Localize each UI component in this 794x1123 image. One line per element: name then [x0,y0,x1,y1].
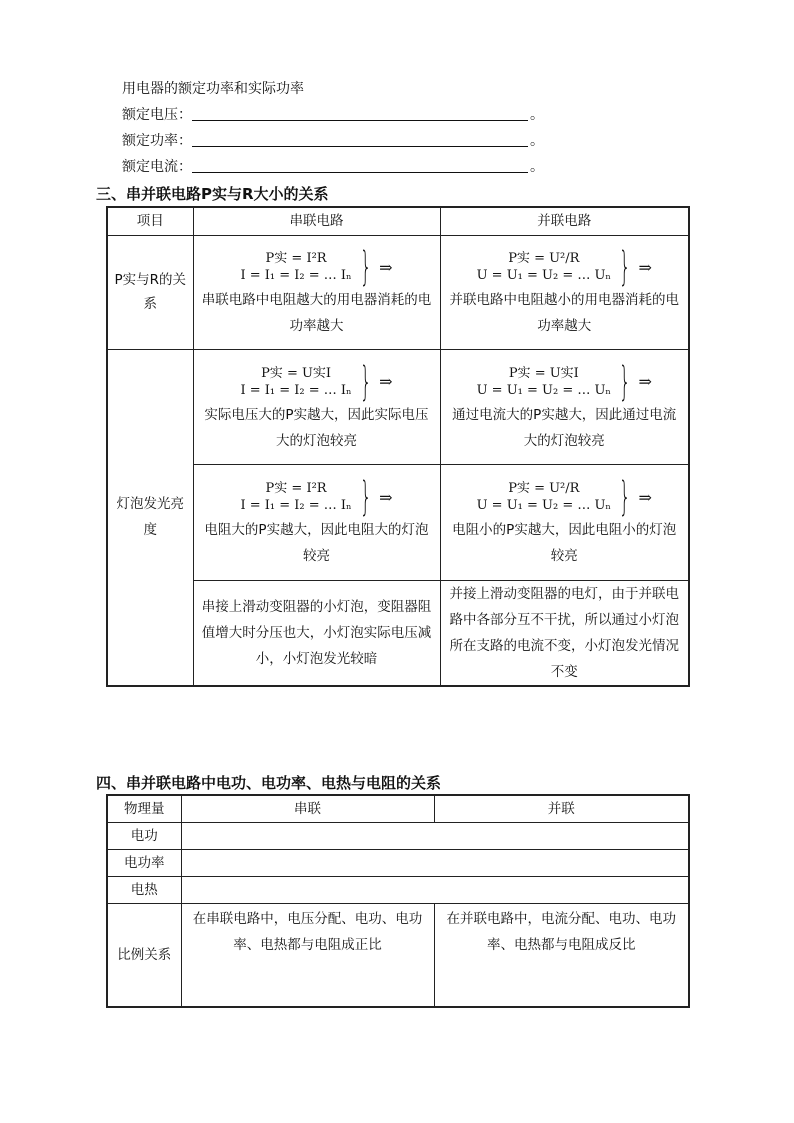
formula-i-equal: I = I₁ = I₂ = … Iₙ [240,382,352,398]
row-label-work: 电功 [107,823,181,850]
formula-p-u2r: P实 = U²/R [508,481,580,496]
cell-series-resistance [193,464,440,580]
header-series: 串联 [181,795,434,823]
implies-icon: ⇒ [379,372,393,391]
cell-parallel-rheostat: 并接上滑动变阻器的电灯，由于并联电路中各部分互不干扰，所以通过小灯泡所在支路的电流不变，小灯泡发光情况不变 [440,580,689,686]
cell-ratio-series: 在串联电路中，电压分配、电功、电功率、电热都与电阻成正比 [181,904,434,1007]
rated-power-end: 。 [530,133,544,149]
brace-icon: } [619,358,631,405]
cell-parallel-pr [440,235,689,349]
intro-heading: 用电器的额定功率和实际功率 [122,81,304,97]
text-series-pr: 串联电路中电阻越大的用电器消耗的电功率越大 [201,292,432,334]
section3-table [106,206,690,687]
rated-current-label: 额定电流： [122,159,192,175]
brace-icon: } [619,244,631,290]
rated-voltage-end: 。 [530,107,544,123]
text-parallel-pr: 并联电路中电阻越小的用电器消耗的电功率越大 [449,292,679,334]
formula-p-i2r: P实 = I²R [265,251,327,266]
header-parallel: 并联电路 [440,207,689,235]
formula-p-ui: P实 = U实I [508,365,579,381]
rated-power-label: 额定功率： [122,133,192,149]
cell-heat[interactable] [181,877,689,904]
section4-table [106,794,690,1008]
cell-series-pr [193,235,440,349]
section4-title: 四、串并联电路中电功、电功率、电热与电阻的关系 [96,774,442,792]
text-parallel-current: 通过电流大的P实越大，因此通过电流大的灯泡较亮 [452,406,677,449]
header-parallel: 并联 [434,795,689,823]
formula-parallel-pr [476,244,652,290]
header-series: 串联电路 [193,207,440,235]
rated-voltage-blank[interactable] [192,100,528,121]
brace-icon: } [359,358,372,405]
header-item: 项目 [107,207,193,235]
implies-icon: ⇒ [379,257,393,277]
text-parallel-resistance: 电阻小的P实越大，因此电阻小的灯泡较亮 [452,522,677,564]
brace-icon: } [359,244,372,290]
brace-icon: } [619,474,631,520]
formula-i-equal: I = I₁ = I₂ = … Iₙ [240,498,352,513]
rated-current-end: 。 [530,159,544,175]
row-label-heat: 电热 [107,877,181,904]
implies-icon: ⇒ [379,487,393,507]
header-quantity: 物理量 [107,795,181,823]
row-label-brightness: 灯泡发光亮度 [107,349,193,686]
row-label-ratio: 比例关系 [107,904,181,1007]
cell-parallel-current [440,349,689,464]
formula-u-equal: U = U₁ = U₂ = … Uₙ [476,498,612,513]
implies-icon: ⇒ [638,487,652,507]
formula-p-i2r: P实 = I²R [265,481,327,496]
formula-series-pr-2 [240,474,393,520]
formula-parallel-pr-2 [476,474,652,520]
cell-series-voltage [193,349,440,464]
implies-icon: ⇒ [638,257,652,277]
section3-title: 三、串并联电路P实与R大小的关系 [96,185,329,203]
formula-u-equal: U = U₁ = U₂ = … Uₙ [476,268,612,283]
row-label-power: 电功率 [107,850,181,877]
brace-icon: } [359,474,372,520]
cell-series-rheostat: 串接上滑动变阻器的小灯泡，变阻器阻值增大时分压也大，小灯泡实际电压减小，小灯泡发光较暗 [193,580,440,686]
rated-power-blank[interactable] [192,126,528,147]
text-series-resistance: 电阻大的P实越大，因此电阻大的灯泡较亮 [204,522,429,564]
cell-work[interactable] [181,823,689,850]
cell-power[interactable] [181,850,689,877]
rated-voltage-label: 额定电压： [122,107,192,123]
rated-current-blank[interactable] [192,152,528,173]
formula-p-ui: P实 = U实I [261,365,332,381]
text-series-voltage: 实际电压大的P实越大，因此实际电压大的灯泡较亮 [204,406,429,449]
formula-u-equal: U = U₁ = U₂ = … Uₙ [476,382,612,398]
cell-parallel-resistance [440,464,689,580]
formula-i-equal: I = I₁ = I₂ = … Iₙ [240,268,352,283]
formula-parallel-pu [476,358,652,405]
cell-ratio-parallel: 在并联电路中，电流分配、电功、电功率、电热都与电阻成反比 [434,904,689,1007]
row-label-pr: P实与R的关系 [107,235,193,349]
formula-p-u2r: P实 = U²/R [508,251,580,266]
implies-icon: ⇒ [638,372,652,391]
formula-series-pu [240,358,393,405]
formula-series-pr [240,244,393,290]
